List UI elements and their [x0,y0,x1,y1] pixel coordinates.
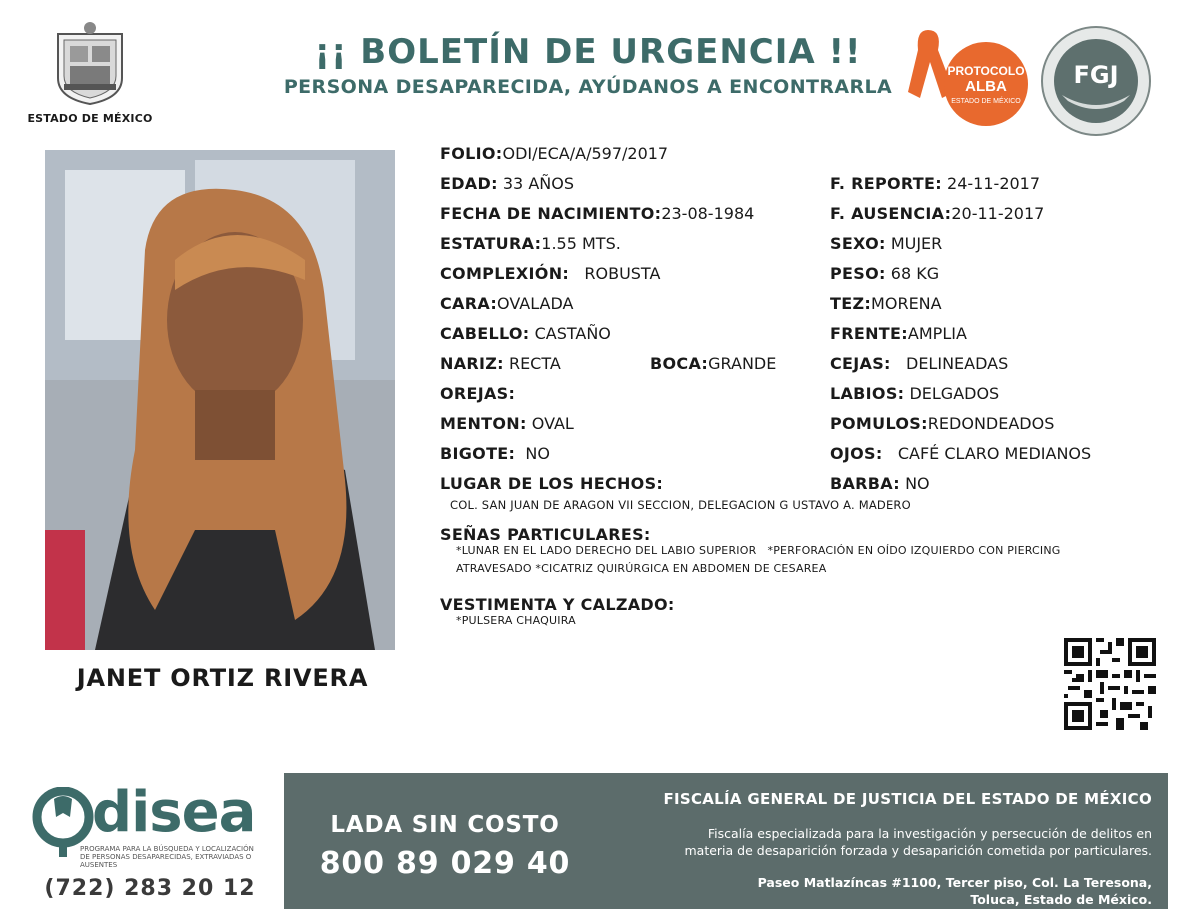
field-orejas [440,384,515,404]
field-ausencia-value: 20-11-2017 [951,204,1045,223]
state-label: ESTADO DE MÉXICO [27,112,153,125]
field-barba [830,474,930,494]
field-sexo-label: SEXO: [830,234,886,253]
fiscalia-address [600,874,1152,908]
field-reporte [830,174,1040,194]
fiscalia-name: FISCALÍA GENERAL DE JUSTICIA DEL ESTADO DE MÉXICO [663,790,1152,808]
odisea-desc-2: DE PERSONAS DESAPARECIDAS, EXTRAVIADAS O [80,853,252,861]
field-ojos-label: OJOS: [830,444,883,463]
field-nariz-label: NARIZ: [440,354,504,373]
field-reporte-label: F. REPORTE: [830,174,942,193]
field-cejas-label: CEJAS: [830,354,891,373]
field-ausencia-label: F. AUSENCIA: [830,204,952,223]
odisea-phone: (722) 283 20 12 [44,876,256,901]
protocolo-alba-logo [898,22,1028,132]
field-cara-value: OVALADA [497,294,574,313]
field-barba-value: NO [905,474,930,493]
fiscalia-address-line2: Toluca, Estado de México. [970,892,1152,907]
field-tez-value: MORENA [871,294,942,313]
field-nariz [440,354,561,374]
vestimenta-label: VESTIMENTA Y CALZADO: [440,595,675,614]
field-peso-label: PESO: [830,264,886,283]
field-cejas [830,354,1008,374]
bulletin-title: ¡¡ BOLETÍN DE URGENCIA !! [314,32,862,72]
fiscalia-description-line2: materia de desaparición forzada y desaparición cometida por particulares. [684,843,1152,858]
fgj-logo [1040,25,1152,137]
field-estatura-label: ESTATURA: [440,234,542,253]
fiscalia-description-line1: Fiscalía especializada para la investigación y persecución de delitos en [707,826,1152,841]
field-menton [440,414,574,434]
field-bigote-value: NO [525,444,550,463]
fiscalia-description [600,825,1152,859]
field-pomulos [830,414,1054,434]
field-complexion-value: ROBUSTA [584,264,661,283]
senas-line1: *LUNAR EN EL LADO DERECHO DEL LABIO SUPERIOR *PERFORACIÓN EN OÍDO IZQUIERDO CON PIERCING [456,544,1061,557]
field-menton-value: OVAL [531,414,574,433]
fgj-abbr: FGJ [1073,61,1119,89]
field-lugar [440,474,663,494]
field-frente-label: FRENTE: [830,324,908,343]
fiscalia-address-line1: Paseo Matlazíncas #1100, Tercer piso, Col. La Teresona, [757,875,1152,890]
field-nacimiento-value: 23-08-1984 [661,204,755,223]
lada-number: 800 89 029 40 [319,846,571,881]
field-edad-label: EDAD: [440,174,498,193]
field-frente-value: AMPLIA [907,324,967,343]
senas-line2: ATRAVESADO *CICATRIZ QUIRÚRGICA EN ABDOMEN DE CESAREA [456,562,827,575]
field-boca [650,354,776,374]
field-frente [830,324,967,344]
field-bigote [440,444,550,464]
field-boca-label: BOCA: [650,354,709,373]
odisea-logo [32,780,272,875]
field-edad-value: 33 AÑOS [502,174,574,193]
field-cabello-value: CASTAÑO [534,324,611,343]
lada-label: LADA SIN COSTO [330,812,560,838]
field-folio-value: ODI/ECA/A/597/2017 [502,144,669,163]
field-estatura [440,234,621,254]
odisea-desc-1: PROGRAMA PARA LA BÚSQUEDA Y LOCALIZACIÓN [80,845,254,853]
field-cejas-value: DELINEADAS [906,354,1009,373]
field-nariz-value: RECTA [508,354,561,373]
bulletin-subtitle: PERSONA DESAPARECIDA, AYÚDANOS A ENCONTRARLA [283,76,893,98]
field-labios-value: DELGADOS [909,384,1000,403]
alba-line1: PROTOCOLO [947,64,1025,78]
field-peso-value: 68 KG [890,264,940,283]
qr-code [1064,638,1156,730]
field-labios-label: LABIOS: [830,384,905,403]
odisea-brand: disea [92,780,256,845]
field-ojos-value: CAFÉ CLARO MEDIANOS [897,444,1092,463]
field-cabello-label: CABELLO: [440,324,530,343]
missing-person-photo [45,150,395,650]
field-peso [830,264,939,284]
field-pomulos-value: REDONDEADOS [927,414,1055,433]
field-ojos [830,444,1091,464]
field-lugar-label: LUGAR DE LOS HECHOS: [440,474,664,493]
field-pomulos-label: POMULOS: [830,414,928,433]
field-folio-label: FOLIO: [440,144,503,163]
field-barba-label: BARBA: [830,474,900,493]
field-estatura-value: 1.55 MTS. [541,234,621,253]
field-tez [830,294,942,314]
field-reporte-value: 24-11-2017 [947,174,1041,193]
field-folio [440,144,668,164]
vestimenta-value: *PULSERA CHAQUIRA [456,614,576,627]
field-sexo-value: MUJER [890,234,943,253]
field-cabello [440,324,611,344]
field-orejas-label: OREJAS: [440,384,516,403]
field-sexo [830,234,942,254]
alba-line2: ALBA [965,78,1007,95]
field-boca-value: GRANDE [708,354,777,373]
field-cara [440,294,573,314]
field-cara-label: CARA: [440,294,498,313]
field-nacimiento-label: FECHA DE NACIMIENTO: [440,204,662,223]
field-edad [440,174,574,194]
field-lugar-value: COL. SAN JUAN DE ARAGON VII SECCION, DELEGACION G USTAVO A. MADERO [450,498,911,512]
state-seal-logo [50,20,130,106]
senas-label: SEÑAS PARTICULARES: [440,525,651,544]
field-ausencia [830,204,1044,224]
field-labios [830,384,999,404]
field-menton-label: MENTON: [440,414,527,433]
alba-line3: ESTADO DE MÉXICO [951,98,1021,105]
field-complexion-label: COMPLEXIÓN: [440,264,570,283]
odisea-desc-3: AUSENTES [80,861,118,869]
person-name: JANET ORTIZ RIVERA [76,664,369,692]
field-bigote-label: BIGOTE: [440,444,516,463]
field-tez-label: TEZ: [830,294,872,313]
field-nacimiento [440,204,754,224]
field-complexion [440,264,660,284]
